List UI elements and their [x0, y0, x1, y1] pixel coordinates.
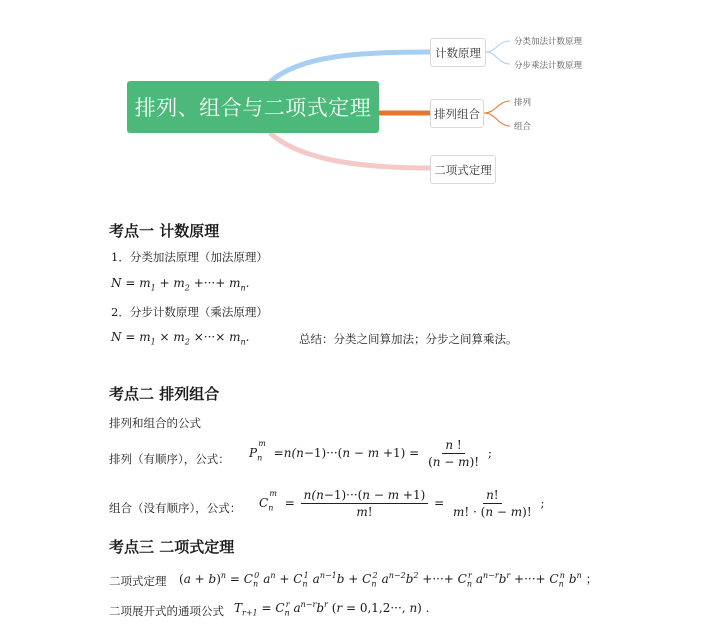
node-erxiangshi: 二项式定理 — [430, 155, 496, 184]
node-jishu-yuanli: 计数原理 — [430, 38, 486, 67]
formula-permutation: $P_n^m =n(n-1)\cdot\cdot\cdot(n - m +1)$ = $\frac{n !}{(n - m)!}$ ; — [249, 438, 492, 469]
formula-multiplication: $N = m_1 \times m_2$ ×···× $m_n$. — [111, 330, 250, 347]
text-comb-label: 组合（没有顺序），公式： — [109, 501, 242, 515]
heading-section-1: 考点一 计数原理 — [109, 222, 220, 240]
text-intro: 排列和组合的公式 — [109, 416, 201, 430]
leaf-fenbu: 分步乘法计数原理 — [514, 61, 583, 71]
text-perm-label: 排列（有顺序），公式： — [109, 452, 230, 466]
text-item-2: 2．分步计数原理（乘法原理） — [111, 305, 268, 319]
leaf-zuhe: 组合 — [514, 122, 532, 132]
node-pailie-zuhe: 排列组合 — [430, 99, 484, 128]
text-term-label: 二项展开式的通项公式 — [109, 604, 224, 618]
formula-general-term: $T_{r+1} = C_n^r$ $a^{n-r}b^r$ (r = 0,1,2···, n) . — [234, 600, 430, 618]
mind-map-root: 排列、组合与二项式定理 — [127, 81, 379, 133]
formula-combination: $C_n^m$ = $\frac{n(n-1)\cdot\cdot\cdot(n - m +1)}{m!}$ = $\frac{n!}{m! \cdot (n - m)!}$ ; — [259, 488, 545, 519]
leaf-pailie: 排列 — [514, 98, 532, 108]
text-summary: 总结：分类之间算加法；分步之间算乘法。 — [299, 332, 518, 346]
formula-addition: $N = m_1 + m_2$ +···+ $m_n$. — [111, 276, 250, 293]
text-binom-label: 二项式定理 — [109, 574, 167, 588]
heading-section-2: 考点二 排列组合 — [109, 385, 220, 403]
text-item-1: 1．分类加法原理（加法原理） — [111, 250, 268, 264]
leaf-fenlei: 分类加法计数原理 — [514, 37, 583, 47]
formula-binomial: $(a + b)^n = C_n^0$ $a^n + C_n^1$ $a^{n-1}b + C_n^2$ $a^{n-2}b^2$ +···+ $C_n^r$ $a^{n-r}b^r$ +···+ $C_n^n$ $b^n$ ； — [179, 571, 598, 589]
heading-section-3: 考点三 二项式定理 — [109, 538, 235, 556]
